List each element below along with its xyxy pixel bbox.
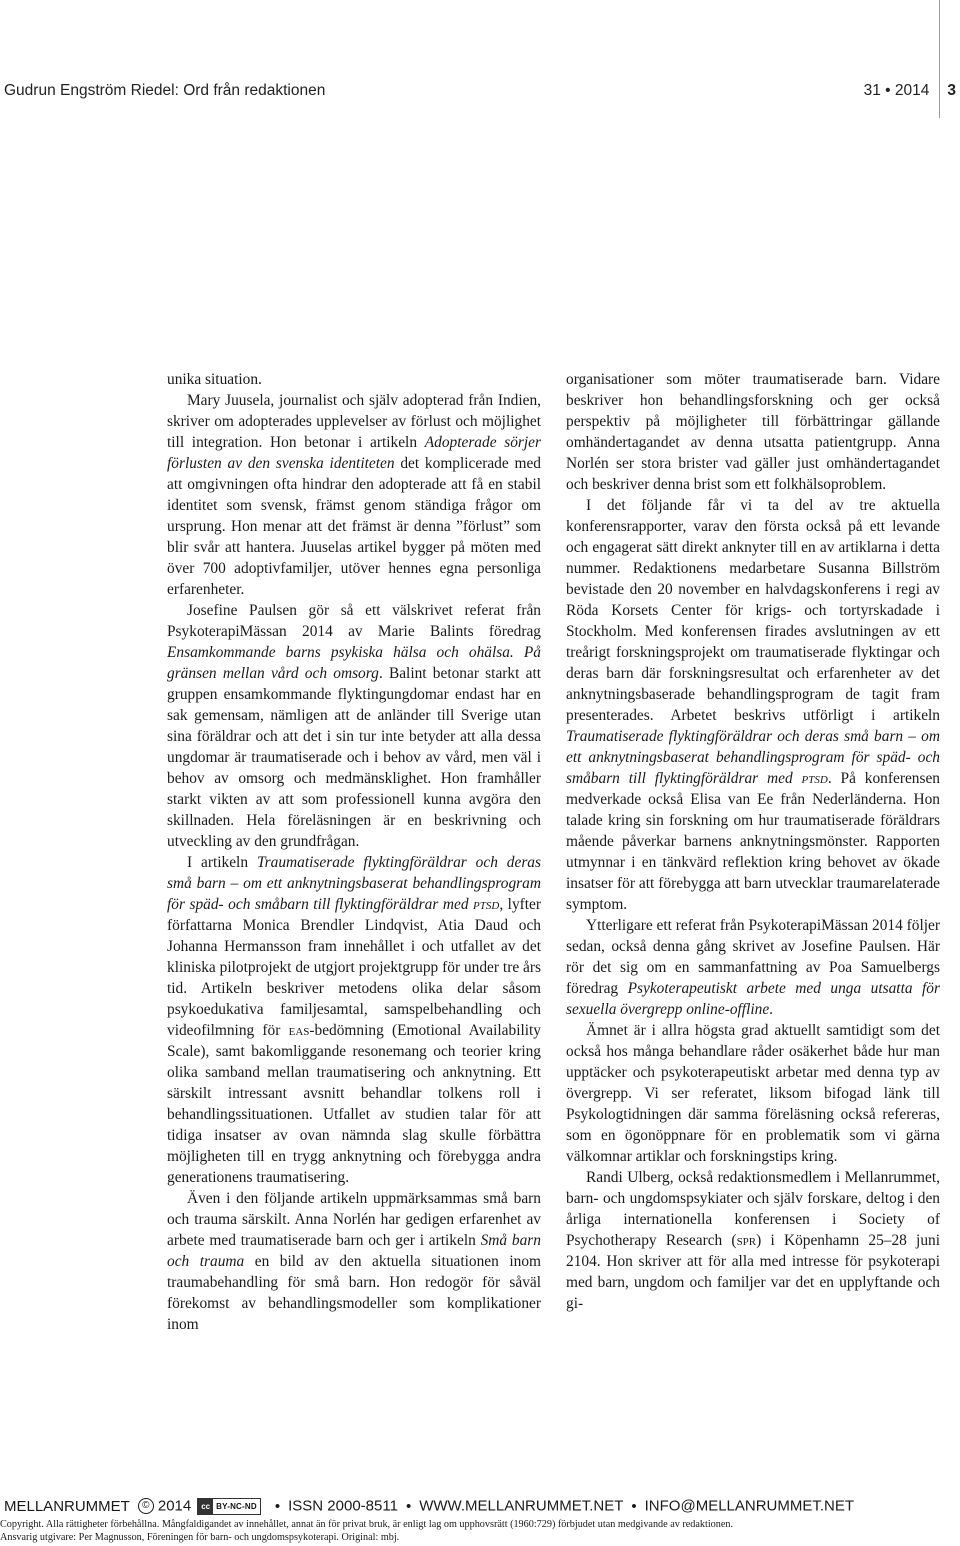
text-run: eas	[288, 1022, 310, 1039]
text-run: . Balint betonar starkt att gruppen ensamkommande flyktingungdomar endast har en sak gemensam, nämligen att de anländer till Sverige utan sina föräldrar och att det i sin tur inte betyder att alla dessa ungdomar är traumatiserade och i behov av vård, men väl i behov av omsorg och medmänsklighet. Hon framhåller starkt vikten av att som professionell kunna avgöra den skillnaden. Hela föreläsningen är en beskrivning och utveckling av den grundfrågan.	[167, 665, 541, 850]
footer-brand: MELLANRUMMET	[4, 1497, 130, 1515]
text-run: organisationer som möter traumatiserade barn. Vidare beskriver hon behandlingsforskning och ger också perspektiv på möjligheter till förbättringar gällande omhändertagandet av denna utsatta patientgrupp. Anna Norlén ser stora brister vad gäller just omhändertagandet och beskriver denna brist som ett folkhälsoproblem.	[566, 371, 940, 493]
running-header	[0, 82, 960, 102]
paragraph	[566, 369, 940, 495]
footer-year: 2014	[157, 1497, 192, 1515]
issue-info	[864, 82, 956, 100]
italic-title: Traumatiserade flyktingföräldrar och deras små barn – om ett anknytningsbaserat behandlingsprogram för späd- och småbarn till flyktingföräldrar med	[167, 854, 541, 913]
italic-title: Små barn och trauma	[167, 1232, 541, 1270]
text-run: Mary Juusela, journalist och själv adopterad från Indien, skriver om adopterades upplevelser av förlust och möjlighet till integration. Hon betonar i artikeln	[167, 392, 541, 451]
italic-title: ptsd	[801, 770, 828, 787]
text-run: -bedömning (Emotional Availability Scale), samt bakomliggande resonemang och teorier kring olika samband mellan traumatisering och anknytning. Ett särskilt intressant avsnitt behandlar tolkens roll i behandlingssituationen. Utfallet av studien talar för att tidiga insatser av ovan nämnda slag skulle förbättra möjligheten till en trygg anknytning och förebygga andra generationens traumatisering.	[167, 1022, 541, 1186]
left-column	[167, 369, 541, 1335]
text-run: I artikeln	[187, 854, 257, 871]
paragraph	[167, 1188, 541, 1335]
copyright-icon: ©	[138, 1498, 154, 1514]
text-run: I det följande får vi ta del av tre aktuella konferensrapporter, varav den första också på ett levande och engagerat sätt direkt anknyter till en av artiklarna i detta nummer. Redaktionens medarbetare Susanna Billström bevistade den 20 november en halvdagskonferens i regi av Röda Korsets Center för krigs- och tortyrskadade i Stockholm. Med konferensen firades avslutningen av ett treårigt forskningsprojekt om traumatiserade flyktingar och deras barn där forskningsresultat och erfarenheter av det anknytningsbaserade behandlingsprogram de tagit fram presenterades. Arbetet beskrivs utförligt i artikeln	[566, 497, 940, 724]
issue-number: 31 • 2014	[863, 82, 930, 99]
paragraph	[167, 600, 541, 852]
text-run: Även i den följande artikeln uppmärksammas små barn och trauma särskilt. Anna Norlén har gedigen erfarenhet av arbete med traumatiserade barn och ger i artikeln	[167, 1190, 541, 1249]
text-run: spr	[736, 1232, 757, 1249]
paragraph	[167, 852, 541, 1188]
footer-issn: ISSN 2000-8511	[288, 1497, 398, 1515]
text-run: Ämnet är i allra högsta grad aktuellt samtidigt som det också hos många behandlare råder osäkerhet både hur man upptäcker och psykoterapeutiskt arbetar med denna typ av övergrepp. Vi ser referatet, liksom bifogad länk till Psykologtidningen där samma föreläsning också refereras, som en ögonöppnare för en problematik som vi gärna välkomnar artiklar och forskningstips kring.	[566, 1022, 940, 1165]
text-run: det komplicerade med att omgivningen ofta hindrar den adopterade att få en stabil identitet som svensk, främst genom ständiga frågor om ursprung. Hon menar att det främst är denna ”förlust” som blir svår att hantera. Juuselas artikel bygger på möten med över 700 adoptivfamiljer, utöver hennes egna personliga erfarenheter.	[167, 455, 541, 598]
text-run: en bild av den aktuella situationen inom traumabehandling för små barn. Hon redogör för såväl förekomst av behandlingsmodeller som komplikationer inom	[167, 1253, 541, 1333]
italic-title: Ensamkommande barns psykiska hälsa och ohälsa. På gränsen mellan vård och omsorg	[167, 644, 541, 682]
paragraph: unika situation.	[167, 371, 262, 388]
text-run: Ytterligare ett referat från PsykoterapiMässan 2014 följer sedan, också denna gång skrivet av Josefine Paulsen. Här rör det sig om en sammanfattning av Poa Samuelbergs föredrag	[566, 917, 940, 997]
text-run: . På konferensen medverkade också Elisa van Ee från Nederländerna. Hon talade kring sin forskning om hur traumatiserade föräldrars mående påverkar barnens anknytningsmönster. Rapporten utmynnar i en tänkvärd reflektion kring behovet av ökade insatser för att förebygga att barn utvecklar traumarelaterade symptom.	[566, 770, 940, 913]
italic-title: Traumatiserade flyktingföräldrar och deras små barn – om ett anknytningsbaserat behandlingsprogram för späd- och småbarn till flyktingföräldrar med	[566, 728, 940, 787]
paragraph	[566, 1167, 940, 1314]
cc-license-icon: cc BY-NC-ND	[197, 1498, 261, 1515]
footer-website-link[interactable]: WWW.MELLANRUMMET.NET	[419, 1497, 624, 1515]
page-number: 3	[947, 82, 956, 99]
publisher-notice: Ansvarig utgivare: Per Magnusson, Föreningen för barn- och ungdomspsykoterapi. Original: mbj.	[0, 1532, 400, 1543]
text-run: ) i Köpenhamn 25–28 juni 2104. Hon skriver att för alla med intresse för psykoterapi med barn, ungdom och familjer var det en upplyftande och gi-	[566, 1232, 941, 1312]
text-run: , lyfter författarna Monica Brendler Lindqvist, Atia Daud och Johanna Hermansson fram innehållet i och utfallet av det kliniska pilotprojekt de utgjort projektgrupp för under tre års tid. Artikeln beskriver metodens olika delar såsom psykoedukativa familjesamtal, samspelbehandling och videofilmning för	[167, 896, 541, 1039]
italic-title: ptsd	[473, 896, 500, 913]
italic-title: Adopterade sörjer förlusten av den svenska identiteten	[167, 434, 541, 472]
text-run: Josefine Paulsen gör så ett välskrivet referat från PsykoterapiMässan 2014 av Marie Balints föredrag	[167, 602, 541, 640]
italic-title: Psykoterapeutiskt arbete med unga utsatta för sexuella övergrepp online-offline	[566, 980, 940, 1018]
right-column	[566, 369, 940, 1314]
text-run: Randi Ulberg, också redaktionsmedlem i Mellanrummet, barn- och ungdomspsykiater och själv forskare, deltog i den årliga internationella konferensen i Society of Psychotherapy Research (	[566, 1169, 940, 1249]
footer-bar: MELLANRUMMET © 2014 cc BY-NC-ND • ISSN 2000-8511 • WWW.MELLANRUMMET.NET • INFO@MELLANRUMMET.NET	[4, 1497, 855, 1515]
running-title: Gudrun Engström Riedel: Ord från redaktionen	[4, 82, 326, 99]
footer-email-link[interactable]: INFO@MELLANRUMMET.NET	[644, 1497, 855, 1515]
copyright-notice: Copyright. Alla rättigheter förbehållna. Mångfaldigandet av innehållet, annat än för privat bruk, är enligt lag om upphovsrätt (1960:729) förbjudet utan medgivande av redaktionen.	[0, 1519, 733, 1530]
paragraph	[167, 390, 541, 600]
text-run: .	[769, 1001, 774, 1018]
paragraph	[566, 495, 940, 915]
paragraph	[566, 915, 940, 1020]
paragraph	[566, 1020, 940, 1167]
